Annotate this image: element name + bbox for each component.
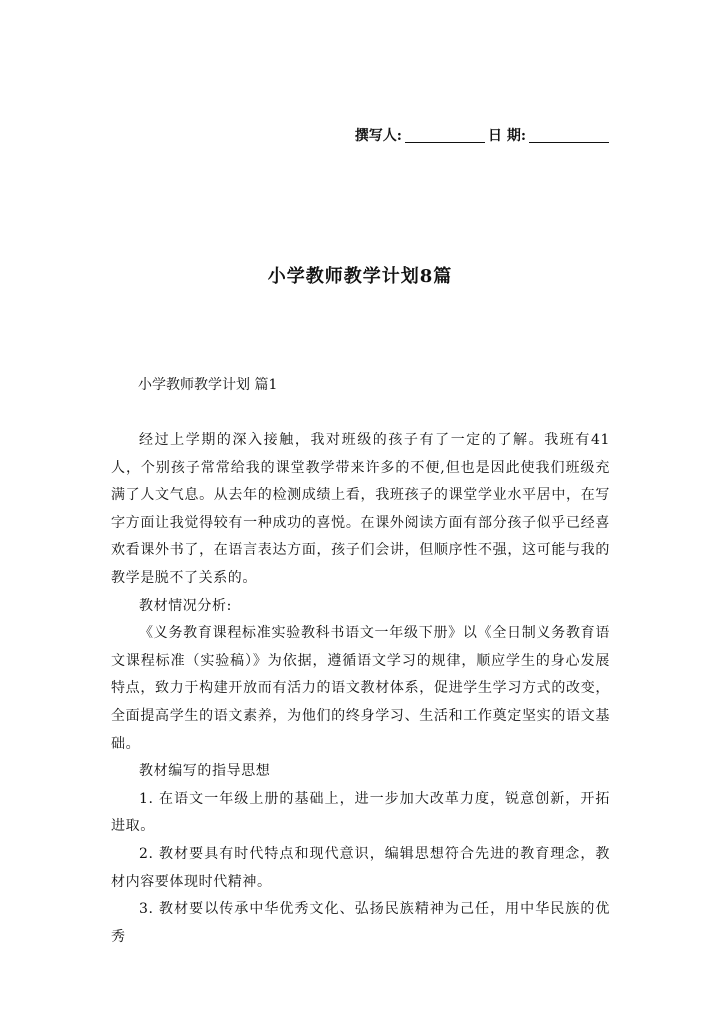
- paragraph: 教材情况分析:: [139, 597, 232, 614]
- paragraph: 教材编写的指导思想: [139, 763, 271, 780]
- section-heading: 小学教师教学计划 篇1: [138, 377, 278, 393]
- paragraph: 1. 在语文一年级上册的基础上，进一步加大改革力度，锐意创新，开拓进取。: [111, 790, 610, 835]
- document-title: 小学教师教学计划8篇: [267, 266, 453, 287]
- author-label: 撰写人:: [354, 128, 402, 144]
- author-blank-line: [405, 128, 485, 143]
- paragraph: 经过上学期的深入接触，我对班级的孩子有了一定的了解。我班有41人，个别孩子常常给我的课堂教学带来许多的不便,但也是因此使我们班级充满了人文气息。从去年的检测成绩上看，我班孩子的课堂学业水平居中，在写字方面让我觉得较有一种成功的喜悦。在课外阅读方面有部分孩子似乎已经喜欢看课外书了，在语言表达方面，孩子们会讲，但顺序性不强，这可能与我的教学是脱不了关系的。: [111, 432, 610, 586]
- date-label: 日 期:: [487, 128, 526, 144]
- paragraph: 2. 教材要具有时代特点和现代意识，编辑思想符合先进的教育理念，教材内容要体现时代精神。: [111, 845, 610, 890]
- document-header: [355, 125, 612, 145]
- paragraph: 《义务教育课程标准实验教科书语文一年级下册》以《全日制义务教育语文课程标准（实验稿）》为依据，遵循语文学习的规律，顺应学生的身心发展特点，致力于构建开放而有活力的语文教材体系，促进学生学习方式的改变，全面提高学生的语文素养，为他们的终身学习、生活和工作奠定坚实的语文基础。: [111, 625, 610, 752]
- paragraph: 3. 教材要以传承中华优秀文化、弘扬民族精神为己任，用中华民族的优秀: [111, 901, 610, 945]
- date-blank-line: [529, 128, 609, 143]
- document-body: [111, 427, 610, 951]
